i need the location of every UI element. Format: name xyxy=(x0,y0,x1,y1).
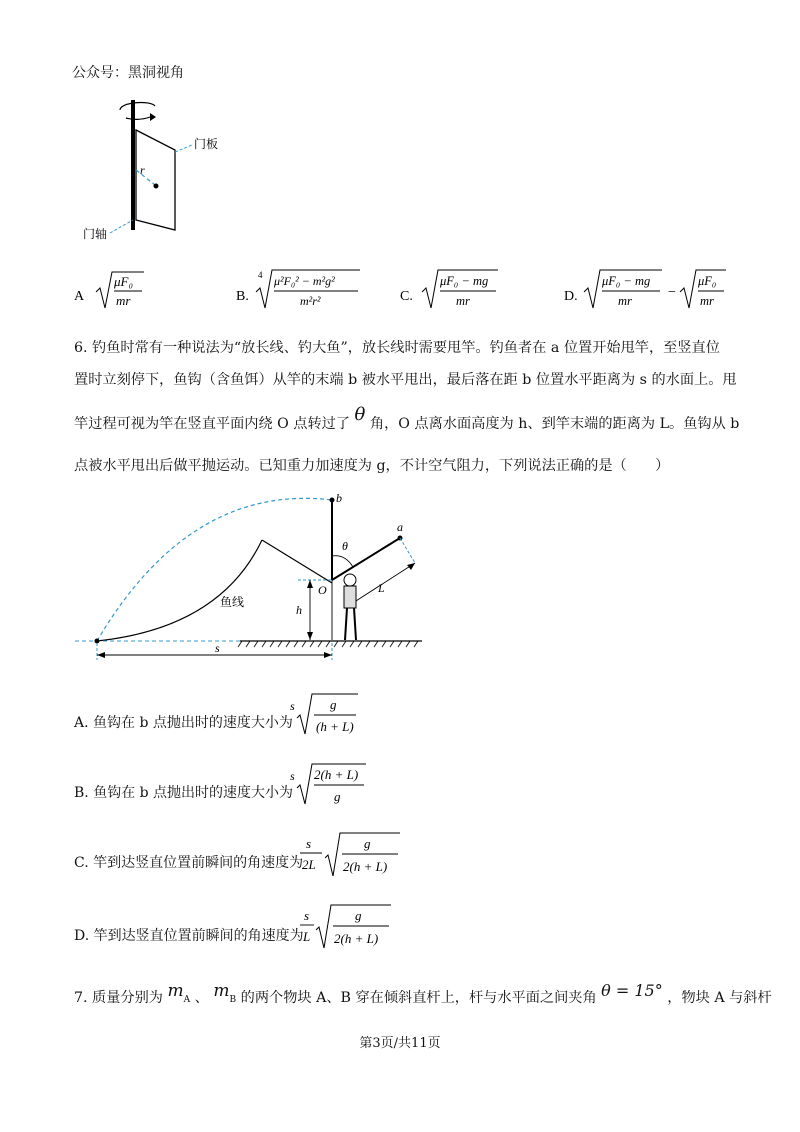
label-O: O xyxy=(318,583,327,597)
q5-a-num: μF₀ xyxy=(114,274,133,289)
fishing-figure xyxy=(70,488,430,668)
svg-text:s: s xyxy=(304,908,310,923)
q6-option-c-formula xyxy=(300,828,410,880)
mass-point xyxy=(154,184,159,189)
svg-text:s: s xyxy=(290,769,295,783)
q6-line-1: 6. 钓鱼时常有一种说法为“放长线、钓大鱼”，放长线时需要甩竿。钓鱼者在 a 位置开始甩竿，至竖直位 xyxy=(74,340,720,356)
q7-line-1 xyxy=(74,981,772,1014)
svg-text:g: g xyxy=(364,836,371,851)
q5-a-den: mr xyxy=(116,293,131,308)
page-footer: 第3页/共11页 xyxy=(359,1036,441,1051)
q7-separator: 、 xyxy=(194,990,209,1006)
label-h: h xyxy=(296,603,302,617)
rotation-arrow xyxy=(120,103,155,110)
q7-middle: 的两个物块 A、B 穿在倾斜直杆上，杆与水平面之间夹角 xyxy=(240,990,597,1006)
angler-icon xyxy=(344,586,356,608)
q5-option-a-label: A xyxy=(74,289,85,304)
q6-option-d-formula xyxy=(300,900,400,952)
q6-theta: θ xyxy=(354,404,366,425)
q7-mA-sub: A xyxy=(183,994,191,1005)
q5-d-den2: mr xyxy=(700,294,714,308)
q5-options xyxy=(70,262,750,318)
q6-line-4: 点被水平甩出后做平抛运动。已知重力加速度为 g，不计空气阻力，下列说法正确的是（ ） xyxy=(74,458,670,474)
svg-text:s: s xyxy=(306,836,312,851)
svg-text:2(h + L): 2(h + L) xyxy=(343,859,388,874)
q5-b-num: μ²F₀² − m²g² xyxy=(274,274,335,288)
landing-point xyxy=(95,639,100,644)
door-figure xyxy=(80,90,250,250)
svg-text:2L: 2L xyxy=(302,857,316,872)
q5-d-num1: μF₀ − mg xyxy=(602,274,651,288)
svg-text:s: s xyxy=(290,699,295,713)
label-fishing-line: 鱼线 xyxy=(220,595,245,609)
q5-d-num2: μF₀ xyxy=(698,274,717,288)
fishing-line xyxy=(97,540,262,641)
trajectory-curve xyxy=(97,498,332,641)
label-b: b xyxy=(336,491,342,505)
q7-suffix: ，物块 A 与斜杆 xyxy=(667,990,772,1006)
label-L: L xyxy=(378,581,385,595)
q6-option-d-text: D. 竿到达竖直位置前瞬间的角速度为 xyxy=(74,928,304,944)
label-a: a xyxy=(397,520,403,534)
q7-prefix: 7. 质量分别为 xyxy=(74,990,163,1006)
q5-option-c-label: C. xyxy=(400,289,413,304)
label-door-axis: 门轴 xyxy=(83,227,108,241)
q5-b-root-index: 4 xyxy=(258,270,263,280)
label-s: s xyxy=(215,641,220,655)
q5-option-b-label: B. xyxy=(236,289,249,304)
svg-text:L: L xyxy=(303,929,311,944)
svg-text:g: g xyxy=(355,908,362,923)
q7-mB-sub: B xyxy=(229,994,237,1005)
q6-option-b-text: B. 鱼钩在 b 点抛出时的速度大小为 xyxy=(74,785,294,801)
q7-mA: m xyxy=(167,981,184,1001)
svg-text:2(h + L): 2(h + L) xyxy=(314,767,359,782)
q5-b-den: m²r² xyxy=(300,294,321,308)
label-door-board: 门板 xyxy=(194,137,219,151)
q5-d-den1: mr xyxy=(618,294,632,308)
watermark: 公众号：黑洞视角 xyxy=(72,65,184,81)
q5-d-minus: − xyxy=(668,285,676,300)
q6-option-a-formula xyxy=(288,690,368,738)
q5-c-num: μF₀ − mg xyxy=(440,274,489,288)
label-r: r xyxy=(140,163,145,177)
q7-mB: m xyxy=(213,981,230,1001)
q5-option-d-label: D. xyxy=(564,289,578,304)
door-board xyxy=(136,130,175,230)
q5-c-den: mr xyxy=(456,294,470,308)
q7-angle: θ = 15° xyxy=(601,981,663,1000)
q6-line-3 xyxy=(74,404,740,434)
svg-text:g: g xyxy=(334,789,341,804)
svg-text:(h + L): (h + L) xyxy=(316,719,354,734)
label-theta: θ xyxy=(342,539,348,553)
q6-line-3b: 角，O 点离水面高度为 h、到竿末端的距离为 L。鱼钩从 b xyxy=(369,416,740,432)
q6-option-a-text: A. 鱼钩在 b 点抛出时的速度大小为 xyxy=(74,715,293,731)
q6-line-2: 置时立刻停下，鱼钩（含鱼饵）从竿的末端 b 被水平甩出，最后落在距 b 位置水平距离为 s 的水面上。甩 xyxy=(74,372,737,388)
svg-text:g: g xyxy=(330,697,337,712)
svg-text:2(h + L): 2(h + L) xyxy=(334,931,379,946)
q6-option-c-text: C. 竿到达竖直位置前瞬间的角速度为 xyxy=(74,855,304,871)
q6-line-3a: 竿过程可视为竿在竖直平面内绕 O 点转过了 xyxy=(74,416,351,432)
q6-option-b-formula xyxy=(288,760,368,808)
